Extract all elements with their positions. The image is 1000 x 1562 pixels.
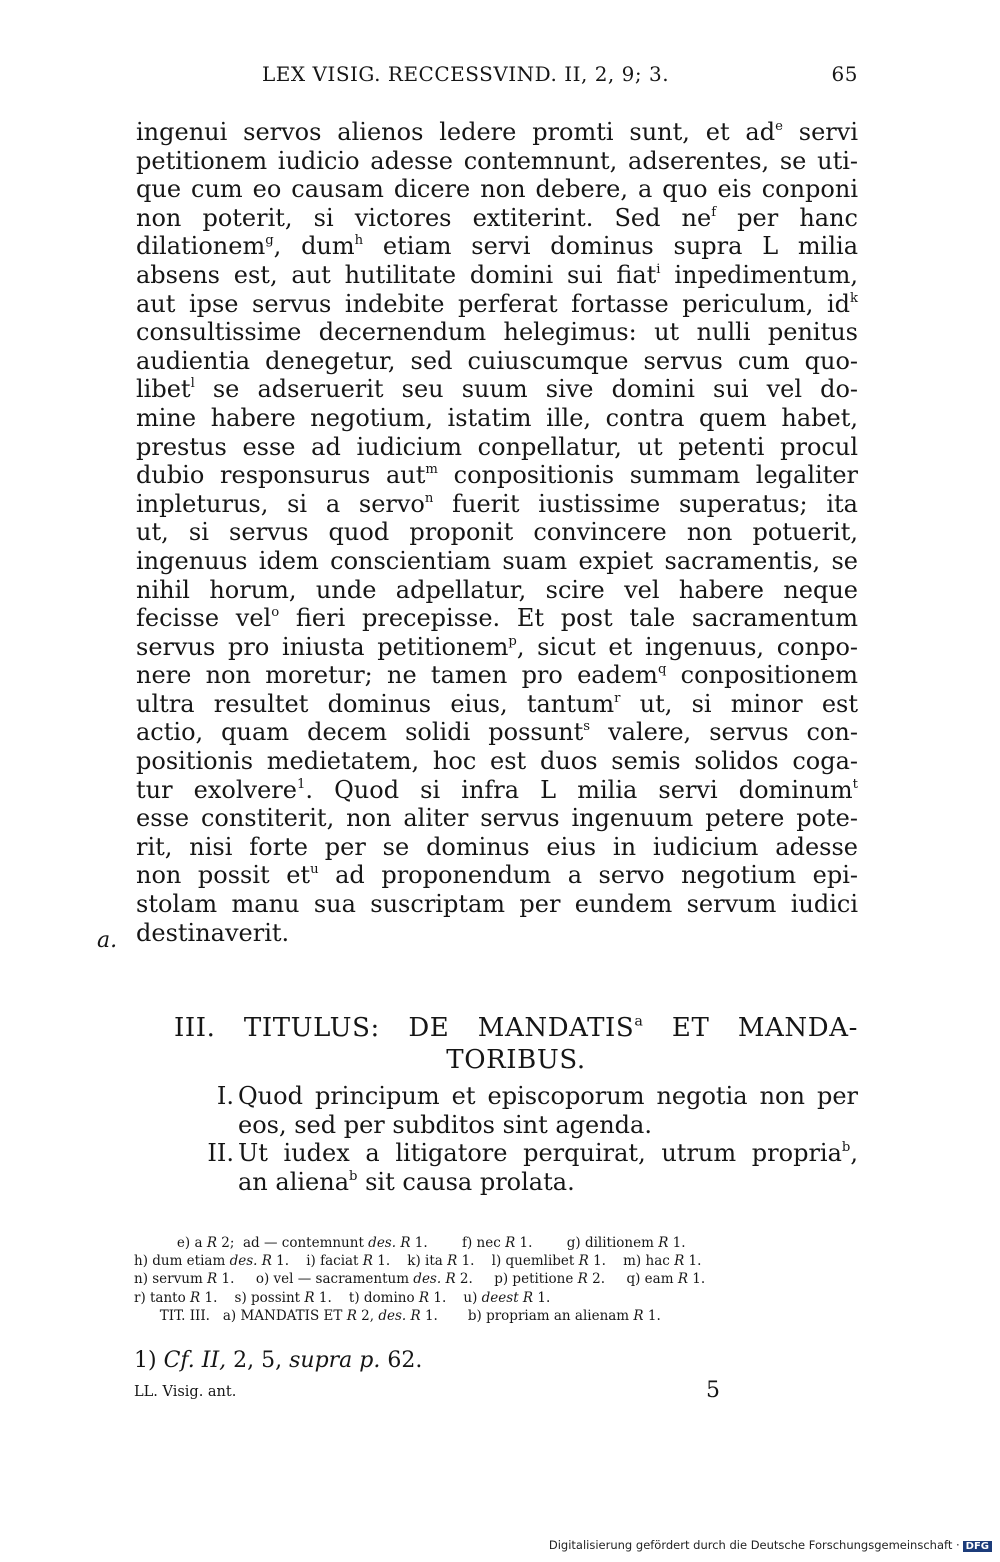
signature-label: LL. Visig. ant. bbox=[134, 1384, 237, 1400]
apparatus-line: n) servum R 1. o) vel — sacramentum des. R 2. p) petitione R 2. q) eam R 1. bbox=[134, 1271, 706, 1288]
text-line: non possit $et^u$ ad proponendum a servo negotium epi- bbox=[136, 861, 859, 890]
apparatus-line: TIT. III. a) MANDATIS ET R 2, des. R 1. b) propriam an alienam R 1. bbox=[134, 1307, 661, 1324]
main-text bbox=[136, 118, 858, 947]
page-number: 65 bbox=[831, 62, 858, 86]
text-line: non poterit, si victores extiterint. Sed $ne^f$ per hanc bbox=[136, 203, 858, 232]
text-line: ingenui servos alienos ledere promti sunt, et $ad^e$ servi bbox=[136, 118, 858, 146]
text-line: dilationem$^g$, dum$^h$ etiam servi dominus supra L milia bbox=[136, 232, 859, 261]
signature-line bbox=[134, 1378, 720, 1403]
text-line: fecisse vel$^o$ fieri precepisse. Et post tale sacramentum bbox=[136, 604, 859, 633]
chapter-list bbox=[178, 1082, 858, 1196]
text-line: ingenuus idem conscientiam suam expiet sacramentis, se bbox=[136, 546, 858, 575]
titulus-line-1: III. TITULUS: DE MANDATIS$^a$ ET MANDA- bbox=[174, 1013, 858, 1043]
footnote: 1) Cf. II, 2, 5, supra p. 62. bbox=[134, 1348, 423, 1373]
digitization-text: Digitalisierung gefördert durch die Deutsche Forschungsgemeinschaft · bbox=[548, 1538, 960, 1552]
text-line: que cum eo causam dicere non debere, a quo eis conponi bbox=[136, 175, 858, 204]
chapter-line: an aliena$^b$ sit causa prolata. bbox=[238, 1167, 575, 1196]
signature-mark: 5 bbox=[706, 1378, 720, 1403]
chapter-item bbox=[178, 1139, 858, 1196]
running-title: LEX VISIG. RECCESSVIND. II, 2, 9; 3. bbox=[262, 62, 670, 86]
chapter-number: II. bbox=[207, 1139, 234, 1168]
margin-note: a. bbox=[97, 928, 118, 953]
text-line: petitionem iudicio adesse contemnunt, adserentes, se uti- bbox=[136, 146, 858, 175]
chapter-line: Quod principum et episcoporum negotia non per bbox=[238, 1082, 858, 1110]
text-line: actio, quam decem solidi possunt$^s$ valere, servus con- bbox=[136, 718, 859, 747]
text-line: libet$^l$ se adseruerit seu suum sive domini sui vel do- bbox=[136, 375, 858, 404]
chapter-line: Ut iudex a litigatore perquirat, utrum propria$^b$, bbox=[238, 1139, 858, 1168]
text-line: audientia denegetur, sed cuiuscumque servus cum quo- bbox=[136, 346, 858, 375]
apparatus-line: e) a R 2; ad — contemnunt des. R 1. f) nec R 1. g) dilitionem R 1. bbox=[134, 1235, 686, 1251]
chapter-number: I. bbox=[216, 1082, 234, 1110]
chapter-item bbox=[178, 1082, 858, 1139]
text-line: consultissime decernendum helegimus: ut nulli penitus bbox=[136, 318, 858, 347]
text-line: mine habere negotium, istatim ille, contra quem habet, bbox=[136, 403, 858, 432]
titulus-line-2: TORIBUS. bbox=[446, 1045, 586, 1075]
text-line: ultra resultet dominus eius, tantum$^r$ ut, si minor est bbox=[136, 689, 858, 718]
text-line: stolam manu sua suscriptam per eundem servum iudici bbox=[136, 890, 858, 919]
text-line: servus pro iniusta petitionem$^p$, sicut et ingenuus, conpo- bbox=[136, 632, 858, 661]
text-line: destinaverit. bbox=[136, 918, 290, 947]
digitization-credit bbox=[549, 1538, 992, 1552]
text-line: dubio responsurus aut$^m$ conpositionis summam legaliter bbox=[136, 461, 858, 490]
text-line: ut, si servus quod proponit convincere non potuerit, bbox=[136, 518, 858, 547]
text-line: nihil horum, unde adpellatur, scire vel habere neque bbox=[136, 575, 858, 604]
text-line: inpleturus, si a servo$^n$ fuerit iustissime superatus; ita bbox=[136, 489, 858, 518]
critical-apparatus bbox=[134, 1234, 862, 1325]
text-line: positionis medietatem, hoc est duos semis solidos coga- bbox=[136, 747, 858, 776]
text-line: prestus esse ad iudicium conpellatur, ut petenti procul bbox=[136, 432, 858, 461]
text-line: rit, nisi forte per se dominus eius in iudicium adesse bbox=[136, 832, 858, 861]
text-line: aut ipse servus indebite perferat fortasse periculum, $id^k$ bbox=[136, 289, 858, 318]
titulus-heading bbox=[174, 1012, 858, 1076]
text-line: nere non moretur; ne tamen pro eadem$^q$ conpositionem bbox=[136, 661, 859, 690]
text-line: tur exolvere$^1$. Quod si infra L milia servi dominum$^t$ bbox=[136, 775, 858, 804]
apparatus-line: r) tanto R 1. s) possint R 1. t) domino R 1. u) deest R 1. bbox=[134, 1289, 551, 1306]
apparatus-line: h) dum etiam des. R 1. i) faciat R 1. k) ita R 1. l) quemlibet R 1. m) hac R 1. bbox=[134, 1253, 702, 1270]
dfg-logo: DFG bbox=[963, 1541, 992, 1552]
chapter-line: eos, sed per subditos sint agenda. bbox=[238, 1110, 652, 1139]
text-line: absens est, aut hutilitate domini sui fiat$^i$ inpedimentum, bbox=[136, 260, 858, 289]
text-line: esse constiterit, non aliter servus ingenuum petere pote- bbox=[136, 804, 858, 833]
